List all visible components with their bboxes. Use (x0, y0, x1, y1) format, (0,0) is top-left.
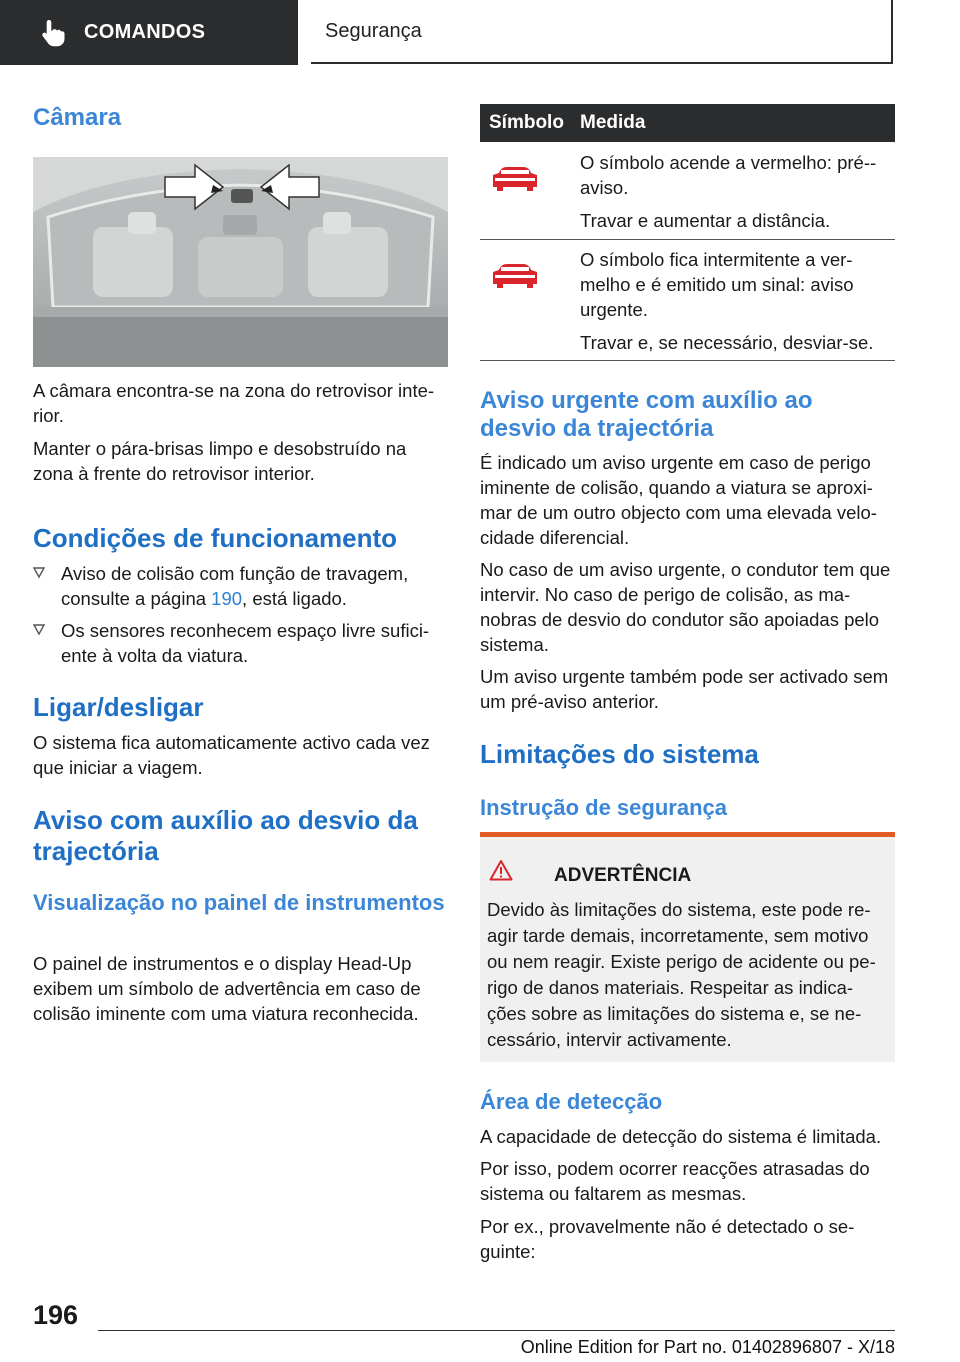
urgent-paragraph-1: É indicado um aviso urgente em caso de perigo iminente de colisão, quando a viatura se aproxi-mar de um outro objecto com uma elevada velo-cidade diferencial. (480, 452, 877, 548)
footer-edition: Online Edition for Part no. 01402896807 - X/18 (520, 1337, 895, 1357)
warning-triangle-icon (489, 859, 513, 881)
urgent-paragraph-3: Um aviso urgente também pode ser activado sem um pré-aviso anterior. (480, 666, 889, 712)
triangle-bullet-icon (33, 624, 45, 636)
onoff-heading: Ligar/desligar (33, 692, 204, 722)
onoff-paragraph: O sistema fica automaticamente activo cada vez que iniciar a viagem. (33, 732, 430, 778)
hand-pointer-icon (40, 18, 66, 48)
column-symbol: Símbolo (489, 112, 564, 133)
list-item (33, 561, 448, 611)
urgent-paragraph-2: No caso de um aviso urgente, o condutor tem que intervir. No caso de perigo de colisão, as ma-nobras de desvio do condutor são apoiadas pelo sistema. (480, 559, 891, 655)
limits-heading: Limitações do sistema (480, 739, 759, 769)
camera-paragraph-1: A câmara encontra-se na zona do retrovisor inte-rior. (33, 380, 435, 426)
warning-title: ADVERTÊNCIA (554, 865, 692, 886)
row2-text-a: O símbolo fica intermitente a ver-melho e é emitido um sinal: aviso urgente. (580, 249, 854, 320)
row-divider (480, 360, 895, 361)
section-tab (0, 0, 298, 65)
detection-paragraph-2: Por isso, podem ocorrer reacções atrasadas do sistema ou faltarem as mesmas. (480, 1158, 870, 1204)
chapter-tab (311, 0, 893, 64)
red-car-icon (491, 165, 539, 193)
warning-assist-heading: Aviso com auxílio ao desvio da trajectória (33, 805, 418, 866)
detection-paragraph-3: Por ex., provavelmente não é detectado o se-guinte: (480, 1216, 855, 1262)
safety-heading: Instrução de segurança (480, 795, 727, 820)
red-car-icon (491, 262, 539, 290)
warning-body: Devido às limitações do sistema, este pode re-agir tarde demais, incorretamente, sem motivo ou nem reagir. Existe perigo de acidente ou pe-rigo de danos materiais. Respeitar as indica-ções sobre as limitações do sistema e, se ne-cessário, intervir activamente. (487, 899, 876, 1050)
row1-text-a: O símbolo acende a vermelho: pré--aviso. (580, 152, 877, 198)
row1-text-b: Travar e aumentar a distância. (580, 210, 831, 231)
row-divider (480, 239, 895, 240)
table-header (480, 104, 895, 142)
footer-divider (98, 1330, 895, 1331)
list-item (33, 618, 448, 668)
urgent-heading: Aviso urgente com auxílio ao desvio da trajectória (480, 387, 813, 442)
column-action: Medida (580, 112, 646, 133)
display-heading: Visualização no painel de instrumentos (33, 890, 445, 915)
camera-heading: Câmara (33, 104, 122, 131)
warning-box (480, 832, 895, 1062)
triangle-bullet-icon (33, 567, 45, 579)
camera-paragraph-2: Manter o pára-brisas limpo e desobstruído na zona à frente do retrovisor interior. (33, 438, 407, 484)
chapter-title: Segurança (325, 19, 422, 42)
section-title: COMANDOS (84, 21, 206, 43)
conditions-heading: Condições de funcionamento (33, 523, 398, 553)
detection-paragraph-1: A capacidade de detecção do sistema é limitada. (480, 1126, 882, 1147)
page-link[interactable]: 190 (211, 588, 243, 609)
camera-photo (33, 157, 448, 367)
bullet-text: Aviso de colisão com função de travagem, consulte a página 190, está ligado. (61, 563, 409, 609)
display-paragraph: O painel de instrumentos e o display Head-Up exibem um símbolo de advertência em caso de colisão iminente com uma viatura reconhecida. (33, 953, 421, 1024)
bullet-text: Os sensores reconhecem espaço livre sufici-ente à volta da viatura. (61, 620, 430, 666)
detection-heading: Área de detecção (480, 1089, 663, 1114)
page-number: 196 (33, 1300, 79, 1330)
row2-text-b: Travar e, se necessário, desviar-se. (580, 332, 874, 353)
